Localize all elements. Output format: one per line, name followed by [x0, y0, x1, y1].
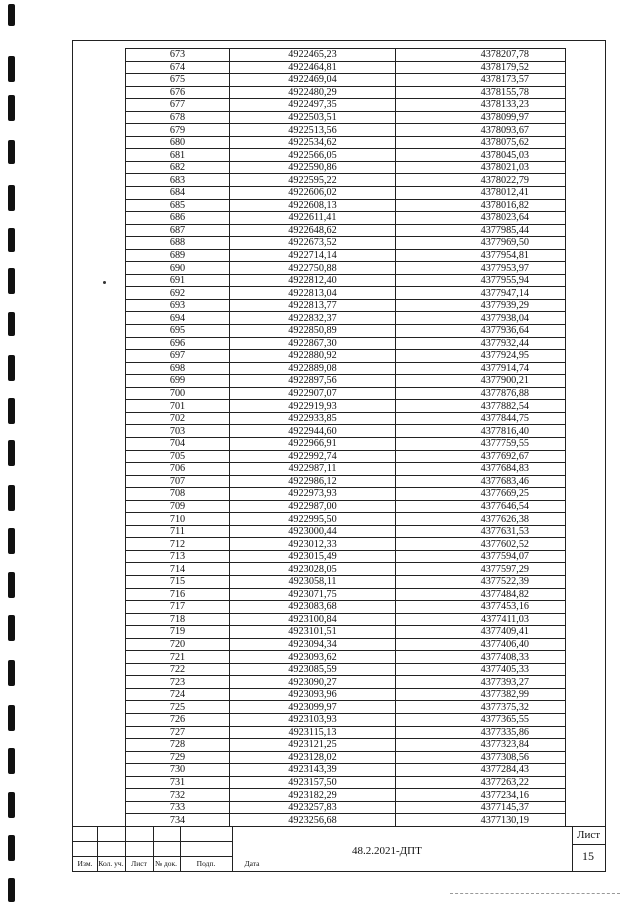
coordinate-y: 4377406,40: [396, 638, 566, 651]
coordinate-y: 4378155,78: [396, 86, 566, 99]
table-row: [126, 463, 566, 476]
sheet-label: Лист: [577, 829, 601, 841]
coordinate-y: 4377692,67: [396, 450, 566, 463]
coordinate-y: 4378045,03: [396, 149, 566, 162]
point-number: 685: [126, 199, 230, 212]
coordinate-x: 4922503,51: [230, 111, 396, 124]
coordinate-y: 4378099,97: [396, 111, 566, 124]
table-row: [126, 638, 566, 651]
coordinate-x: 4923085,59: [230, 663, 396, 676]
coordinate-x: 4923115,13: [230, 726, 396, 739]
point-number: 714: [126, 563, 230, 576]
point-number: 722: [126, 663, 230, 676]
point-number: 712: [126, 538, 230, 551]
coordinate-x: 4922813,77: [230, 299, 396, 312]
table-row: [126, 751, 566, 764]
point-number: 723: [126, 676, 230, 689]
coordinate-y: 4377953,97: [396, 262, 566, 275]
table-row: [126, 174, 566, 187]
table-row: [126, 550, 566, 563]
table-row: [126, 538, 566, 551]
coordinate-y: 4377234,16: [396, 789, 566, 802]
coordinate-x: 4923028,05: [230, 563, 396, 576]
stamp-label-sheet: Лист: [131, 859, 147, 868]
point-number: 707: [126, 475, 230, 488]
coordinate-y: 4377323,84: [396, 739, 566, 752]
coordinate-x: 4922907,07: [230, 387, 396, 400]
table-row: [126, 563, 566, 576]
table-row: [126, 425, 566, 438]
coordinate-x: 4922469,04: [230, 74, 396, 87]
table-row: [126, 400, 566, 413]
table-row: [126, 450, 566, 463]
table-row: [126, 362, 566, 375]
table-row: [126, 74, 566, 87]
sheet-number: 15: [582, 849, 594, 863]
point-number: 727: [126, 726, 230, 739]
table-row: [126, 224, 566, 237]
coordinate-x: 4922480,29: [230, 86, 396, 99]
coordinate-y: 4377816,40: [396, 425, 566, 438]
coordinate-y: 4377130,19: [396, 814, 566, 827]
coordinate-y: 4377594,07: [396, 550, 566, 563]
point-number: 691: [126, 274, 230, 287]
coordinate-x: 4922513,56: [230, 124, 396, 137]
table-row: [126, 764, 566, 777]
table-row: [126, 601, 566, 614]
coordinate-y: 4378021,03: [396, 161, 566, 174]
table-row: [126, 588, 566, 601]
coordinate-y: 4377954,81: [396, 249, 566, 262]
point-number: 702: [126, 412, 230, 425]
point-number: 678: [126, 111, 230, 124]
coordinate-x: 4923099,97: [230, 701, 396, 714]
table-row: [126, 626, 566, 639]
coordinate-x: 4922995,50: [230, 513, 396, 526]
coordinate-y: 4378173,57: [396, 74, 566, 87]
table-row: [126, 199, 566, 212]
point-number: 688: [126, 237, 230, 250]
coordinate-x: 4922606,02: [230, 187, 396, 200]
coordinate-y: 4377683,46: [396, 475, 566, 488]
title-block: [72, 826, 606, 872]
coordinate-y: 4378016,82: [396, 199, 566, 212]
stamp-label-count: Кол. уч.: [98, 859, 124, 868]
table-row: [126, 475, 566, 488]
coordinate-y: 4377393,27: [396, 676, 566, 689]
coordinate-x: 4923083,68: [230, 601, 396, 614]
table-row: [126, 312, 566, 325]
coordinate-x: 4923012,33: [230, 538, 396, 551]
table-row: [126, 99, 566, 112]
coordinate-x: 4923182,29: [230, 789, 396, 802]
point-number: 713: [126, 550, 230, 563]
stamp-label-change: Изм.: [77, 859, 93, 868]
coordinate-x: 4923093,96: [230, 688, 396, 701]
point-number: 693: [126, 299, 230, 312]
coordinate-y: 4377936,64: [396, 325, 566, 338]
table-row: [126, 701, 566, 714]
coordinates-table-body: [126, 49, 566, 827]
table-row: [126, 212, 566, 225]
coordinate-x: 4923000,44: [230, 525, 396, 538]
point-number: 728: [126, 739, 230, 752]
coordinate-y: 4377900,21: [396, 375, 566, 388]
table-row: [126, 575, 566, 588]
coordinate-y: 4377408,33: [396, 651, 566, 664]
coordinate-y: 4378207,78: [396, 49, 566, 62]
point-number: 675: [126, 74, 230, 87]
coordinate-y: 4378023,64: [396, 212, 566, 225]
coordinate-y: 4377602,52: [396, 538, 566, 551]
table-row: [126, 49, 566, 62]
table-row: [126, 713, 566, 726]
table-row: [126, 726, 566, 739]
point-number: 681: [126, 149, 230, 162]
stamp-label-date: Дата: [244, 859, 260, 868]
coordinate-x: 4922986,12: [230, 475, 396, 488]
coordinate-x: 4923103,93: [230, 713, 396, 726]
table-row: [126, 663, 566, 676]
point-number: 710: [126, 513, 230, 526]
point-number: 705: [126, 450, 230, 463]
coordinate-x: 4923071,75: [230, 588, 396, 601]
coordinate-y: 4378179,52: [396, 61, 566, 74]
table-row: [126, 124, 566, 137]
binding-marks: [6, 0, 20, 905]
point-number: 698: [126, 362, 230, 375]
coordinate-y: 4377375,32: [396, 701, 566, 714]
coordinate-y: 4377844,75: [396, 412, 566, 425]
table-row: [126, 437, 566, 450]
table-row: [126, 676, 566, 689]
speck: [103, 281, 106, 284]
table-row: [126, 337, 566, 350]
coordinate-y: 4377882,54: [396, 400, 566, 413]
coordinate-y: 4377382,99: [396, 688, 566, 701]
coordinate-x: 4922813,04: [230, 287, 396, 300]
coordinate-y: 4377759,55: [396, 437, 566, 450]
point-number: 729: [126, 751, 230, 764]
coordinate-x: 4923257,83: [230, 801, 396, 814]
coordinates-table: [125, 48, 566, 827]
coordinate-y: 4378075,62: [396, 136, 566, 149]
point-number: 701: [126, 400, 230, 413]
point-number: 708: [126, 488, 230, 501]
table-row: [126, 237, 566, 250]
point-number: 695: [126, 325, 230, 338]
point-number: 718: [126, 613, 230, 626]
coordinate-x: 4923100,84: [230, 613, 396, 626]
coordinate-x: 4922465,23: [230, 49, 396, 62]
point-number: 709: [126, 500, 230, 513]
table-row: [126, 111, 566, 124]
stamp-label-signature: Подп.: [196, 859, 216, 868]
coordinate-x: 4923143,39: [230, 764, 396, 777]
coordinate-x: 4922867,30: [230, 337, 396, 350]
coordinate-x: 4923121,25: [230, 739, 396, 752]
coordinate-x: 4922590,86: [230, 161, 396, 174]
coordinate-y: 4378093,67: [396, 124, 566, 137]
point-number: 690: [126, 262, 230, 275]
table-row: [126, 287, 566, 300]
coordinate-y: 4377631,53: [396, 525, 566, 538]
coordinate-y: 4377522,39: [396, 575, 566, 588]
table-row: [126, 525, 566, 538]
point-number: 682: [126, 161, 230, 174]
coordinate-y: 4377646,54: [396, 500, 566, 513]
point-number: 694: [126, 312, 230, 325]
coordinate-x: 4922880,92: [230, 350, 396, 363]
coordinate-y: 4377669,25: [396, 488, 566, 501]
point-number: 674: [126, 61, 230, 74]
coordinate-x: 4922889,08: [230, 362, 396, 375]
coordinate-y: 4377684,83: [396, 463, 566, 476]
point-number: 717: [126, 601, 230, 614]
coordinate-x: 4922973,93: [230, 488, 396, 501]
point-number: 692: [126, 287, 230, 300]
point-number: 700: [126, 387, 230, 400]
coordinate-x: 4922673,52: [230, 237, 396, 250]
coordinate-y: 4377876,88: [396, 387, 566, 400]
coordinate-x: 4922497,35: [230, 99, 396, 112]
table-row: [126, 274, 566, 287]
coordinate-y: 4377365,55: [396, 713, 566, 726]
coordinate-y: 4377411,03: [396, 613, 566, 626]
table-row: [126, 789, 566, 802]
point-number: 673: [126, 49, 230, 62]
table-row: [126, 412, 566, 425]
stamp-label-doc-number: № док.: [154, 859, 178, 868]
document-code: 48.2.2021-ДПТ: [352, 845, 422, 857]
coordinate-y: 4378133,23: [396, 99, 566, 112]
table-row: [126, 136, 566, 149]
point-number: 687: [126, 224, 230, 237]
coordinate-y: 4377484,82: [396, 588, 566, 601]
coordinate-y: 4377914,74: [396, 362, 566, 375]
coordinate-x: 4923256,68: [230, 814, 396, 827]
table-row: [126, 61, 566, 74]
coordinate-y: 4378012,41: [396, 187, 566, 200]
point-number: 683: [126, 174, 230, 187]
coordinate-y: 4377969,50: [396, 237, 566, 250]
coordinate-y: 4377955,94: [396, 274, 566, 287]
table-row: [126, 350, 566, 363]
coordinate-y: 4377284,43: [396, 764, 566, 777]
coordinate-x: 4922992,74: [230, 450, 396, 463]
coordinate-y: 4377335,86: [396, 726, 566, 739]
table-row: [126, 801, 566, 814]
table-row: [126, 776, 566, 789]
table-row: [126, 86, 566, 99]
coordinate-y: 4377939,29: [396, 299, 566, 312]
coordinate-x: 4922534,62: [230, 136, 396, 149]
table-row: [126, 299, 566, 312]
coordinate-x: 4923058,11: [230, 575, 396, 588]
coordinate-x: 4922595,22: [230, 174, 396, 187]
table-row: [126, 513, 566, 526]
point-number: 706: [126, 463, 230, 476]
point-number: 732: [126, 789, 230, 802]
coordinate-x: 4922987,00: [230, 500, 396, 513]
coordinate-x: 4922832,37: [230, 312, 396, 325]
point-number: 696: [126, 337, 230, 350]
coordinate-y: 4377985,44: [396, 224, 566, 237]
point-number: 730: [126, 764, 230, 777]
coordinate-x: 4922611,41: [230, 212, 396, 225]
table-row: [126, 149, 566, 162]
point-number: 679: [126, 124, 230, 137]
coordinate-y: 4377932,44: [396, 337, 566, 350]
table-row: [126, 375, 566, 388]
point-number: 731: [126, 776, 230, 789]
point-number: 703: [126, 425, 230, 438]
table-row: [126, 739, 566, 752]
coordinate-x: 4923090,27: [230, 676, 396, 689]
point-number: 689: [126, 249, 230, 262]
coordinate-x: 4922850,89: [230, 325, 396, 338]
point-number: 676: [126, 86, 230, 99]
coordinate-x: 4922933,85: [230, 412, 396, 425]
point-number: 725: [126, 701, 230, 714]
table-row: [126, 187, 566, 200]
coordinate-y: 4377308,56: [396, 751, 566, 764]
table-row: [126, 161, 566, 174]
point-number: 734: [126, 814, 230, 827]
table-row: [126, 651, 566, 664]
coordinate-x: 4922566,05: [230, 149, 396, 162]
point-number: 699: [126, 375, 230, 388]
coordinate-x: 4922750,88: [230, 262, 396, 275]
point-number: 677: [126, 99, 230, 112]
coordinate-x: 4922714,14: [230, 249, 396, 262]
coordinate-y: 4377938,04: [396, 312, 566, 325]
coordinate-x: 4922987,11: [230, 463, 396, 476]
point-number: 726: [126, 713, 230, 726]
point-number: 733: [126, 801, 230, 814]
coordinate-y: 4377405,33: [396, 663, 566, 676]
coordinate-y: 4377145,37: [396, 801, 566, 814]
coordinate-x: 4923101,51: [230, 626, 396, 639]
coordinate-x: 4922944,60: [230, 425, 396, 438]
table-row: [126, 387, 566, 400]
coordinate-y: 4377626,38: [396, 513, 566, 526]
coordinate-x: 4922648,62: [230, 224, 396, 237]
table-row: [126, 488, 566, 501]
coordinate-y: 4377947,14: [396, 287, 566, 300]
point-number: 721: [126, 651, 230, 664]
coordinate-x: 4922966,91: [230, 437, 396, 450]
table-row: [126, 262, 566, 275]
point-number: 715: [126, 575, 230, 588]
coordinate-x: 4923157,50: [230, 776, 396, 789]
coordinate-y: 4378022,79: [396, 174, 566, 187]
table-row: [126, 325, 566, 338]
page-edge-dash: [450, 893, 620, 894]
coordinate-x: 4922897,56: [230, 375, 396, 388]
point-number: 711: [126, 525, 230, 538]
coordinate-y: 4377263,22: [396, 776, 566, 789]
coordinate-x: 4922608,13: [230, 199, 396, 212]
point-number: 686: [126, 212, 230, 225]
coordinate-y: 4377924,95: [396, 350, 566, 363]
point-number: 684: [126, 187, 230, 200]
point-number: 704: [126, 437, 230, 450]
coordinate-x: 4923094,34: [230, 638, 396, 651]
table-row: [126, 814, 566, 827]
point-number: 716: [126, 588, 230, 601]
coordinate-x: 4923015,49: [230, 550, 396, 563]
point-number: 697: [126, 350, 230, 363]
coordinate-x: 4922464,81: [230, 61, 396, 74]
point-number: 724: [126, 688, 230, 701]
point-number: 719: [126, 626, 230, 639]
table-row: [126, 688, 566, 701]
point-number: 720: [126, 638, 230, 651]
coordinate-y: 4377597,29: [396, 563, 566, 576]
coordinate-x: 4923093,62: [230, 651, 396, 664]
coordinate-x: 4922919,93: [230, 400, 396, 413]
table-row: [126, 249, 566, 262]
point-number: 680: [126, 136, 230, 149]
coordinate-y: 4377409,41: [396, 626, 566, 639]
coordinate-y: 4377453,16: [396, 601, 566, 614]
table-row: [126, 500, 566, 513]
coordinate-x: 4923128,02: [230, 751, 396, 764]
table-row: [126, 613, 566, 626]
coordinate-x: 4922812,40: [230, 274, 396, 287]
